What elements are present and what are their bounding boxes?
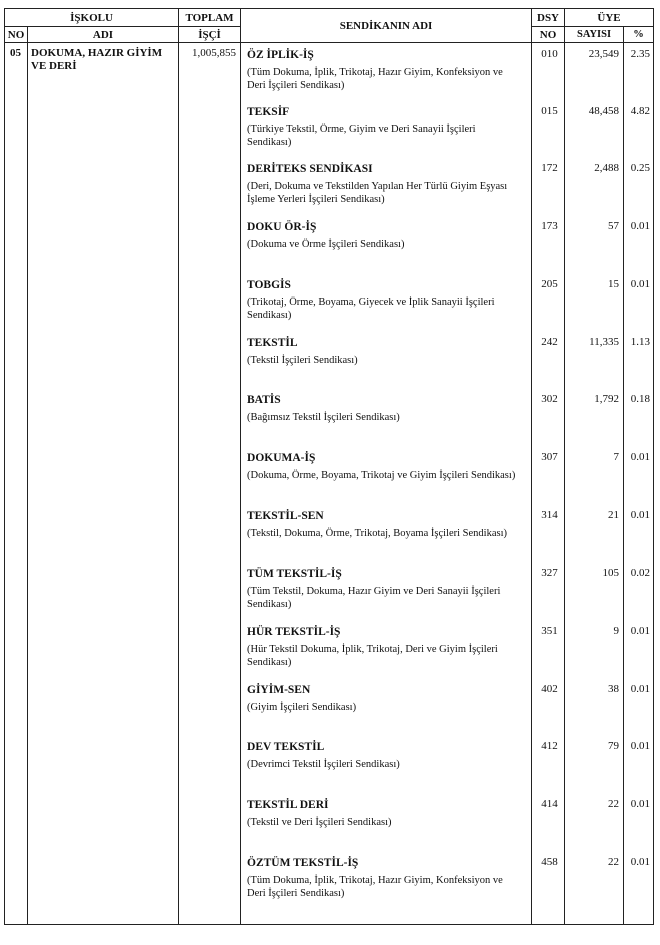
union-member-count: 22 [608,798,620,810]
union-dsy-no: 314 [541,509,558,521]
union-member-pct: 0.01 [630,451,651,463]
union-entry [241,336,531,367]
union-full-name: (Tekstil, Dokuma, Örme, Trikotaj, Boyama İşçileri Sendikası) [247,528,507,539]
sector-total-workers: 1,005,855 [179,43,241,925]
union-entry [241,509,531,540]
union-member-count: 57 [608,220,620,232]
union-full-name: (Tüm Dokuma, İplik, Trikotaj, Hazır Giyim, Konfeksiyon ve Deri İşçileri Sendikası) [247,67,503,91]
header-uye: ÜYE [565,9,654,27]
union-member-pct: 0.01 [630,740,651,752]
union-short-name: TEKSTİL [247,337,298,349]
union-member-pct: 0.01 [630,798,651,810]
union-member-pct: 0.01 [630,220,651,232]
union-dsy-no: 302 [541,393,558,405]
sector-row [5,43,654,925]
header-sendikanin-adi: SENDİKANIN ADI [241,9,532,43]
union-entry [241,567,531,611]
union-short-name: TEKSTİL-SEN [247,510,324,522]
union-member-pct: 0.02 [630,567,651,579]
header-pct: % [624,27,654,43]
sector-no: 05 [5,43,28,925]
union-short-name: DEV TEKSTİL [247,741,325,753]
union-short-name: TEKSİF [247,106,290,118]
union-entry [241,220,531,251]
union-full-name: (Bağımsız Tekstil İşçileri Sendikası) [247,412,400,423]
union-entry [241,105,531,149]
union-entry [241,740,531,771]
union-member-pct: 0.01 [630,856,651,868]
union-full-name: (Türkiye Tekstil, Örme, Giyim ve Deri Sanayii İşçileri Sendikası) [247,124,476,148]
union-dsy-no: 205 [541,278,558,290]
union-entry [241,683,531,714]
union-entry [241,162,531,206]
union-short-name: DERİTEKS SENDİKASI [247,163,373,175]
union-entry [241,278,531,322]
dsy-column [532,43,565,925]
header-dsy-no: NO [532,27,565,43]
union-member-count: 38 [608,683,620,695]
union-dsy-no: 327 [541,567,558,579]
union-short-name: BATİS [247,394,281,406]
union-dsy-no: 015 [541,105,558,117]
union-dsy-no: 402 [541,683,558,695]
header-isci: İŞÇİ [179,27,241,43]
union-member-pct: 2.35 [630,48,651,60]
union-full-name: (Tüm Dokuma, İplik, Trikotaj, Hazır Giyim, Konfeksiyon ve Deri İşçileri Sendikası) [247,875,503,899]
union-full-name: (Dokuma ve Örme İşçileri Sendikası) [247,239,405,250]
union-entry [241,393,531,424]
union-member-count: 2,488 [594,162,620,174]
union-entry [241,798,531,829]
header-dsy: DSY [532,9,565,27]
union-member-pct: 0.18 [630,393,651,405]
union-member-pct: 4.82 [630,105,651,117]
union-entry [241,48,531,92]
header-no: NO [5,27,28,43]
union-full-name: (Hür Tekstil Dokuma, İplik, Trikotaj, Deri ve Giyim İşçileri Sendikası) [247,644,498,668]
union-short-name: ÖZ İPLİK-İŞ [247,49,314,61]
pct-column [624,43,654,925]
union-short-name: TÜM TEKSTİL-İŞ [247,568,342,580]
union-entry [241,625,531,669]
union-short-name: GİYİM-SEN [247,684,311,696]
union-member-pct: 0.01 [630,625,651,637]
union-entry [241,856,531,900]
union-full-name: (Giyim İşçileri Sendikası) [247,702,357,713]
union-member-pct: 0.25 [630,162,651,174]
union-member-count: 23,549 [588,48,620,60]
union-dsy-no: 414 [541,798,558,810]
union-short-name: TEKSTİL DERİ [247,799,329,811]
sector-name: DOKUMA, HAZIR GİYİM VE DERİ [28,43,179,925]
union-table [4,8,654,925]
union-member-count: 9 [613,625,620,637]
union-dsy-no: 307 [541,451,558,463]
header-iskolu: İŞKOLU [5,9,179,27]
members-column [565,43,624,925]
header-toplam: TOPLAM [179,9,241,27]
union-full-name: (Tekstil ve Deri İşçileri Sendikası) [247,817,392,828]
union-member-pct: 0.01 [630,509,651,521]
union-member-pct: 1.13 [630,336,651,348]
union-full-name: (Dokuma, Örme, Boyama, Trikotaj ve Giyim İşçileri Sendikası) [247,470,516,481]
union-member-count: 1,792 [594,393,620,405]
union-names-column [241,43,532,925]
union-short-name: ÖZTÜM TEKSTİL-İŞ [247,857,359,869]
union-member-pct: 0.01 [630,683,651,695]
union-full-name: (Devrimci Tekstil İşçileri Sendikası) [247,759,400,770]
union-short-name: TOBGİS [247,279,291,291]
union-short-name: HÜR TEKSTİL-İŞ [247,626,341,638]
union-member-count: 22 [608,856,620,868]
union-dsy-no: 172 [541,162,558,174]
header-sayisi: SAYISI [565,27,624,43]
union-member-pct: 0.01 [630,278,651,290]
union-short-name: DOKU ÖR-İŞ [247,221,317,233]
union-dsy-no: 173 [541,220,558,232]
header-row-1 [5,9,654,27]
union-dsy-no: 010 [541,48,558,60]
union-dsy-no: 458 [541,856,558,868]
union-dsy-no: 351 [541,625,558,637]
union-member-count: 21 [608,509,620,521]
union-full-name: (Tüm Tekstil, Dokuma, Hazır Giyim ve Deri Sanayii İşçileri Sendikası) [247,586,501,610]
union-full-name: (Deri, Dokuma ve Tekstilden Yapılan Her Türlü Giyim Eşyası İşleme Yerleri İşçileri Sendikası) [247,181,508,205]
union-short-name: DOKUMA-İŞ [247,452,316,464]
union-dsy-no: 412 [541,740,558,752]
union-member-count: 105 [602,567,620,579]
union-member-count: 7 [613,451,620,463]
union-entry [241,451,531,482]
union-full-name: (Tekstil İşçileri Sendikası) [247,355,358,366]
header-adi: ADI [28,27,179,43]
union-member-count: 79 [608,740,620,752]
document-page [4,8,653,920]
union-full-name: (Trikotaj, Örme, Boyama, Giyecek ve İplik Sanayii İşçileri Sendikası) [247,297,495,321]
union-member-count: 11,335 [589,336,620,348]
union-member-count: 48,458 [588,105,620,117]
union-dsy-no: 242 [541,336,558,348]
union-member-count: 15 [608,278,620,290]
